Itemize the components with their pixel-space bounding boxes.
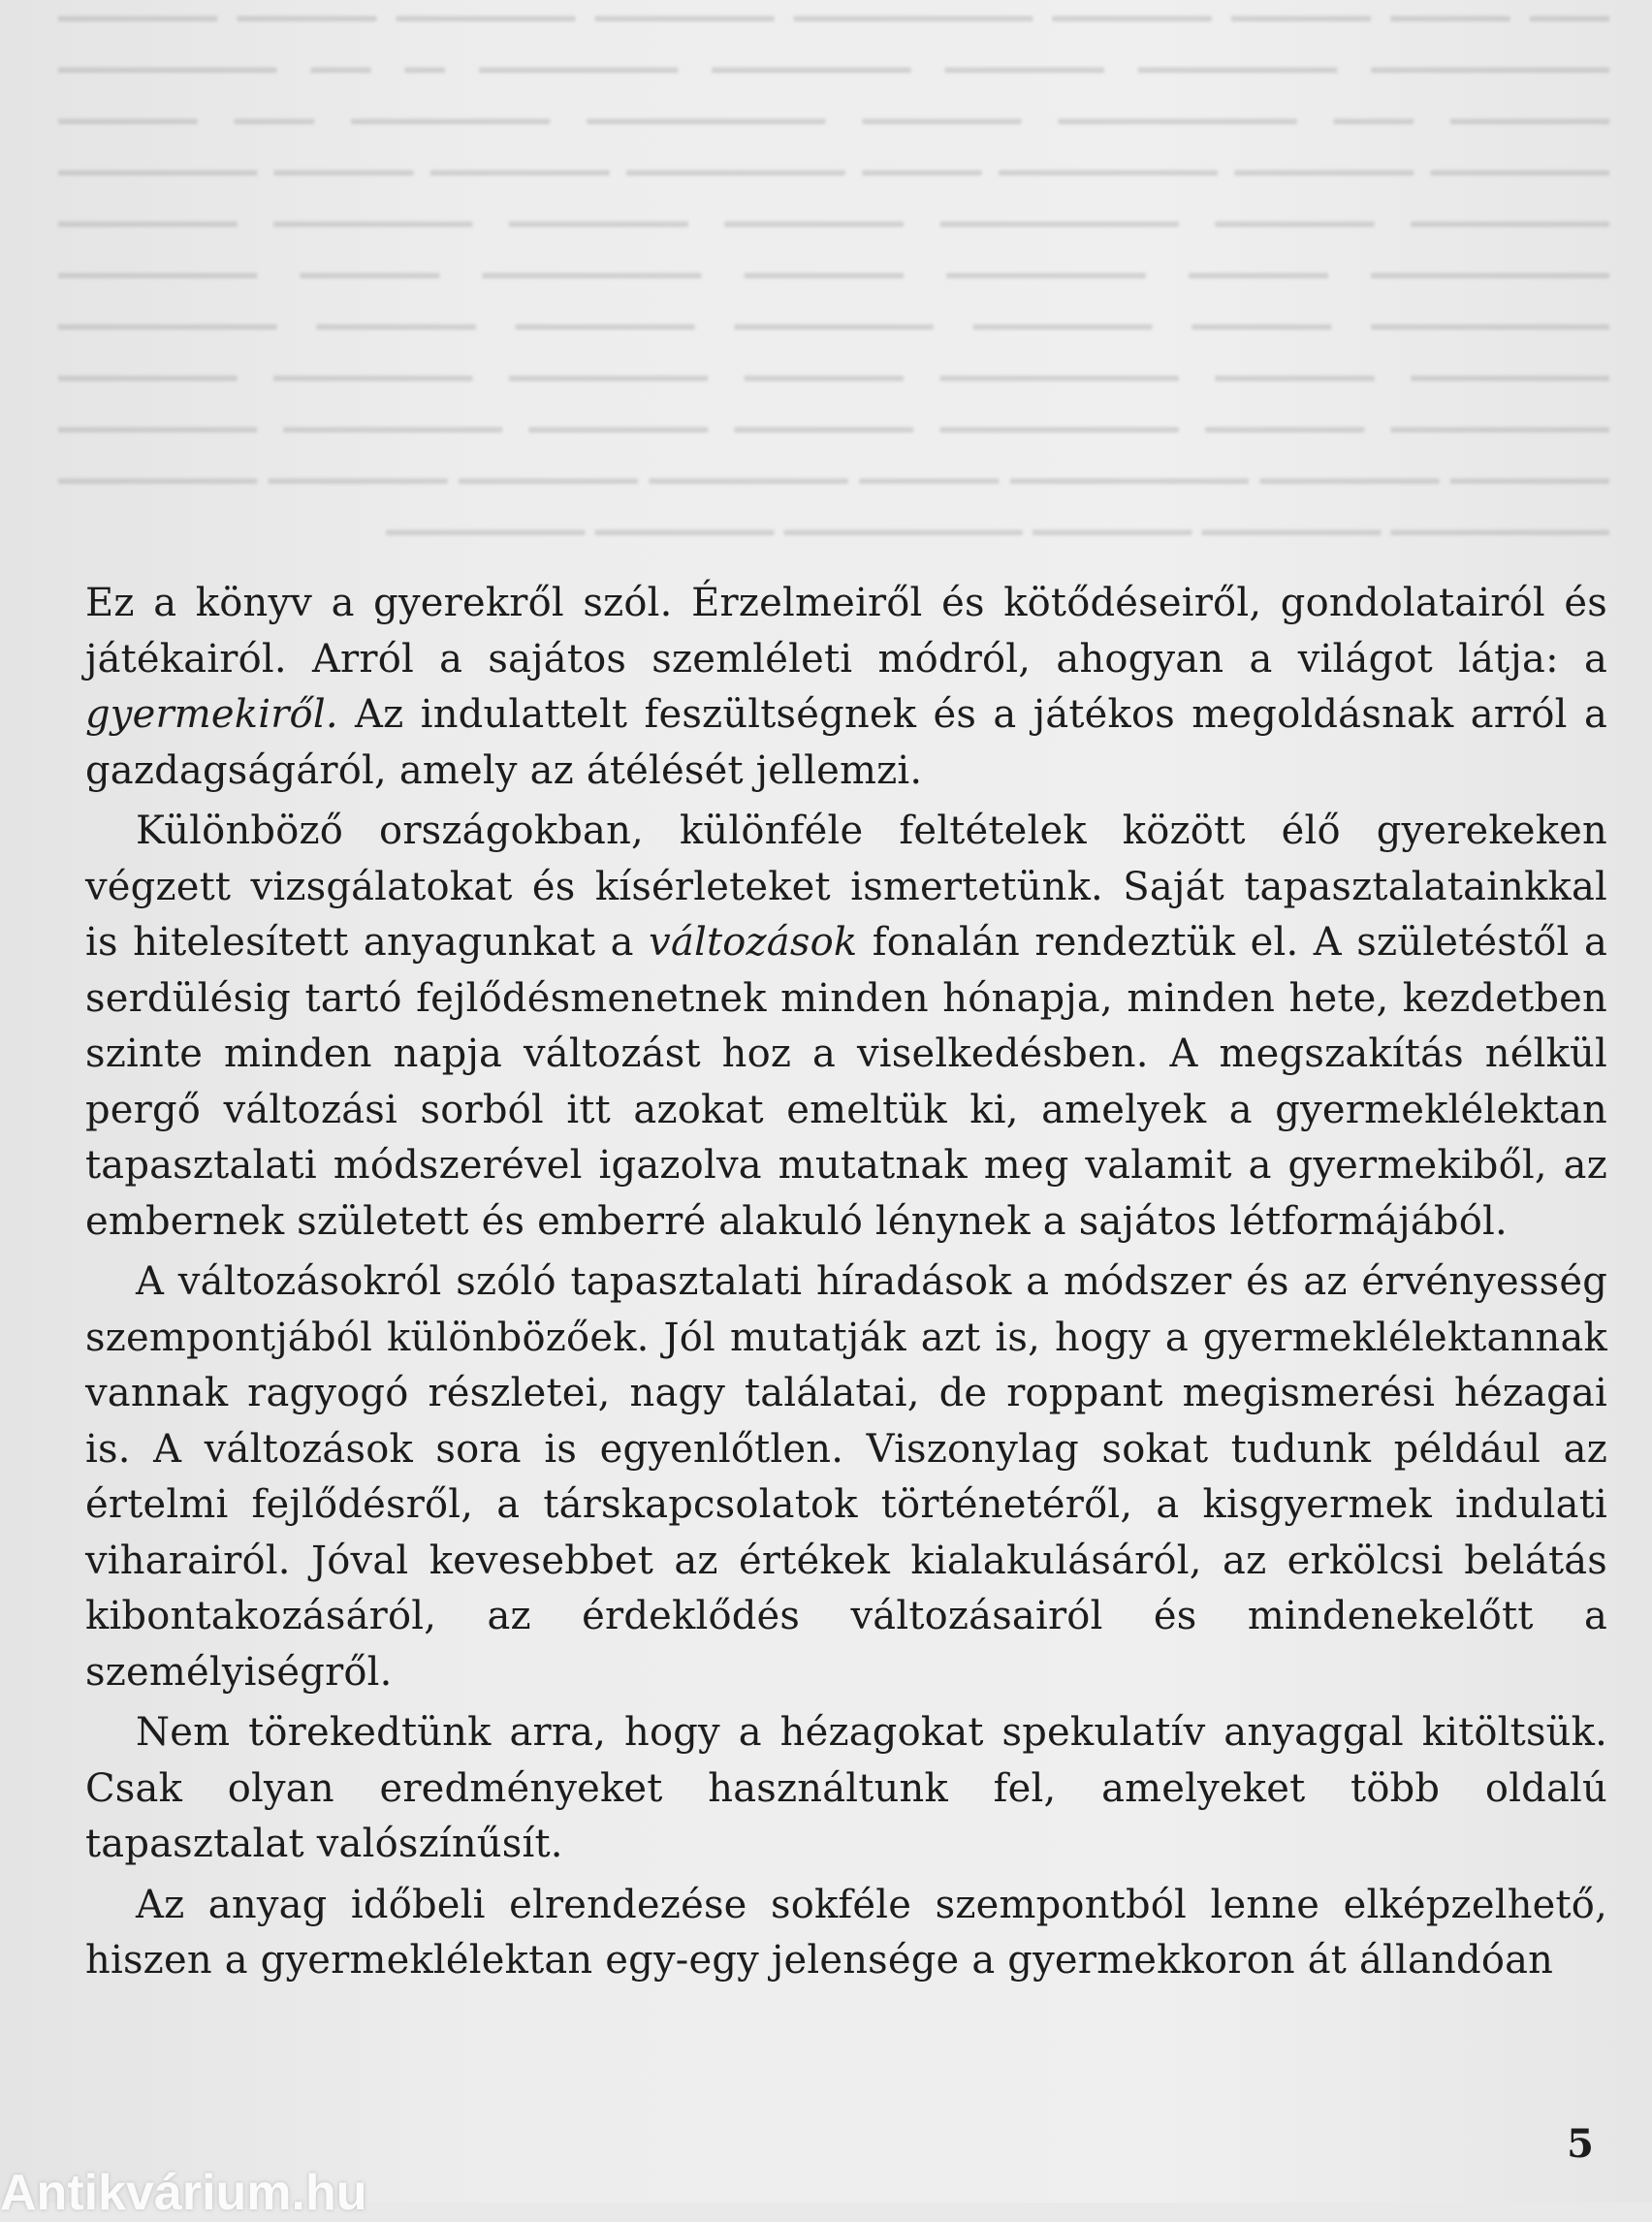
watermark: Antikvárium.hu [0, 2165, 367, 2221]
show-through-text: ━━━━ ━━━━━━ ━━━━━━━ ━━━━━━━━ ━━━━━━━━━━━━ ━━━━━━━━━ ━━━━━━━━━ ━━━━━━━ ━━━━━━━━ ━━━━━━━━━━━━ ━━━━━━━━━━ ━━━━━━━━ ━━━━━━━━━━ ━━━━━━━━━━ ━━ ━━━ ━━━━━━━━━━━ ━━━━━━━━ ━━━━ ━━━━━━━━━━━━ ━━━━━━━━ ━━━━━━━━━━━━ ━━━━━━━━━━ ━━━━ ━━━━━━━ ━━━━━━━━━ ━━━━━━━━━ ━━━━━━━━━━━ ━━━━━━ ━━━━━━━━━━━ ━━━━━━━━━ ━━━━━━━ ━━━━━━━━━━ ━━━━━━━━━━ ━━━━━━━━ ━━━━━━━━━━━━ ━━━━━━━━━ ━━━━━━━━━ ━━━━━━━━━━ ━━━━━━━━━ ━━━━━━━━━━━━ ━━━━━━━ ━━━━━━━━━━ ━━━━━━━━ ━━━━━━━━━━━ ━━━━━━━ ━━━━━━━━━━ ━━━━━━━━━━━━ ━━━━━━━ ━━━━━━━━━ ━━━━━━━━━━ ━━━━━━━━━ ━━━━━━━━ ━━━━━━━━━━━ ━━━━━━━━━━ ━━━━━━━━ ━━━━━━━━━━━━ ━━━━━━━━ ━━━━━━━━━━ ━━━━━━━━━━ ━━━━━━━━━ ━━━━━━━━━━━ ━━━━━━━━ ━━━━━━━━━━━━ ━━━━━━━━━ ━━━━━━━━━ ━━━━━━━━━━━ ━━━━━━━━━━ ━━━━━━━━ ━━━━━━━━━ ━━━━━━━━━━━━ ━━━━━━━ ━━━━━━━━━━ ━━━━━━━━━ ━━━━━━━━━ ━━━━━━━━━━ ━━━━━━━━━━━ ━━━━━━━━━ ━━━━━━━━ ━━━━━━━━━━━━ ━━━━━━━━━ ━━━━━━━━━━ [58, 0, 1609, 547]
body-text [85, 576, 1607, 1989]
italic-gyermekirol: gyermekiről. [85, 692, 338, 737]
paragraph-4: Nem törekedtünk arra, hogy a hézagokat spekulatív anyaggal kitöltsük. Csak olyan eredményeket használtunk fel, amelyeket több oldalú tapasztalat valószínűsít. [85, 1710, 1607, 1866]
paragraph-5: Az anyag időbeli elrendezése sokféle szempontból lenne elképzelhető, hiszen a gyermeklélektan egy-egy jelensége a gyermekkoron át állandóan [85, 1882, 1607, 1983]
italic-valtozasok: változások [649, 920, 858, 965]
paragraph-1: Ez a könyv a gyerekről szól. Érzelmeiről és kötődéseiről, gondolatairól és játékairól. Arról a sajátos szemléleti módról, ahogyan a világot látja: a gyermekiről. Az indulattelt feszültségnek és a játékos megoldásnak arról a gazdagságáról, amely az átélését jellemzi. [85, 581, 1607, 793]
paragraph-3: A változásokról szóló tapasztalati híradások a módszer és az érvényesség szempontjából különbözőek. Jól mutatják azt is, hogy a gyermeklélektannak vannak ragyogó részletei, nagy találatai, de roppant megismerési hézagai is. A változások sora is egyenlőtlen. Viszonylag sokat tudunk például az értelmi fejlődésről, a társkapcsolatok történetéről, a kisgyermek indulati viharairól. Jóval kevesebbet az értékek kialakulásáról, az erkölcsi belátás kibontakozásáról, az érdeklődés változásairól és mindenekelőtt a személyiségről. [85, 1259, 1607, 1695]
page-number: 5 [1567, 2121, 1594, 2167]
paragraph-2: Különböző országokban, különféle feltételek között élő gyerekeken végzett vizsgálatokat és kísérleteket ismertetünk. Saját tapasztalatainkkal is hitelesített anyagunkat a változások fonalán rendeztük el. A születéstől a serdülésig tartó fejlődésmenetnek minden hónapja, minden hete, kezdetben szinte minden napja változást hoz a viselkedésben. A megszakítás nélkül pergő változási sorból itt azokat emeltük ki, amelyek a gyermeklélektan tapasztalati módszerével igazolva mutatnak meg valamit a gyermekiből, az embernek született és emberré alakuló lénynek a sajátos létformájából. [85, 809, 1608, 1244]
